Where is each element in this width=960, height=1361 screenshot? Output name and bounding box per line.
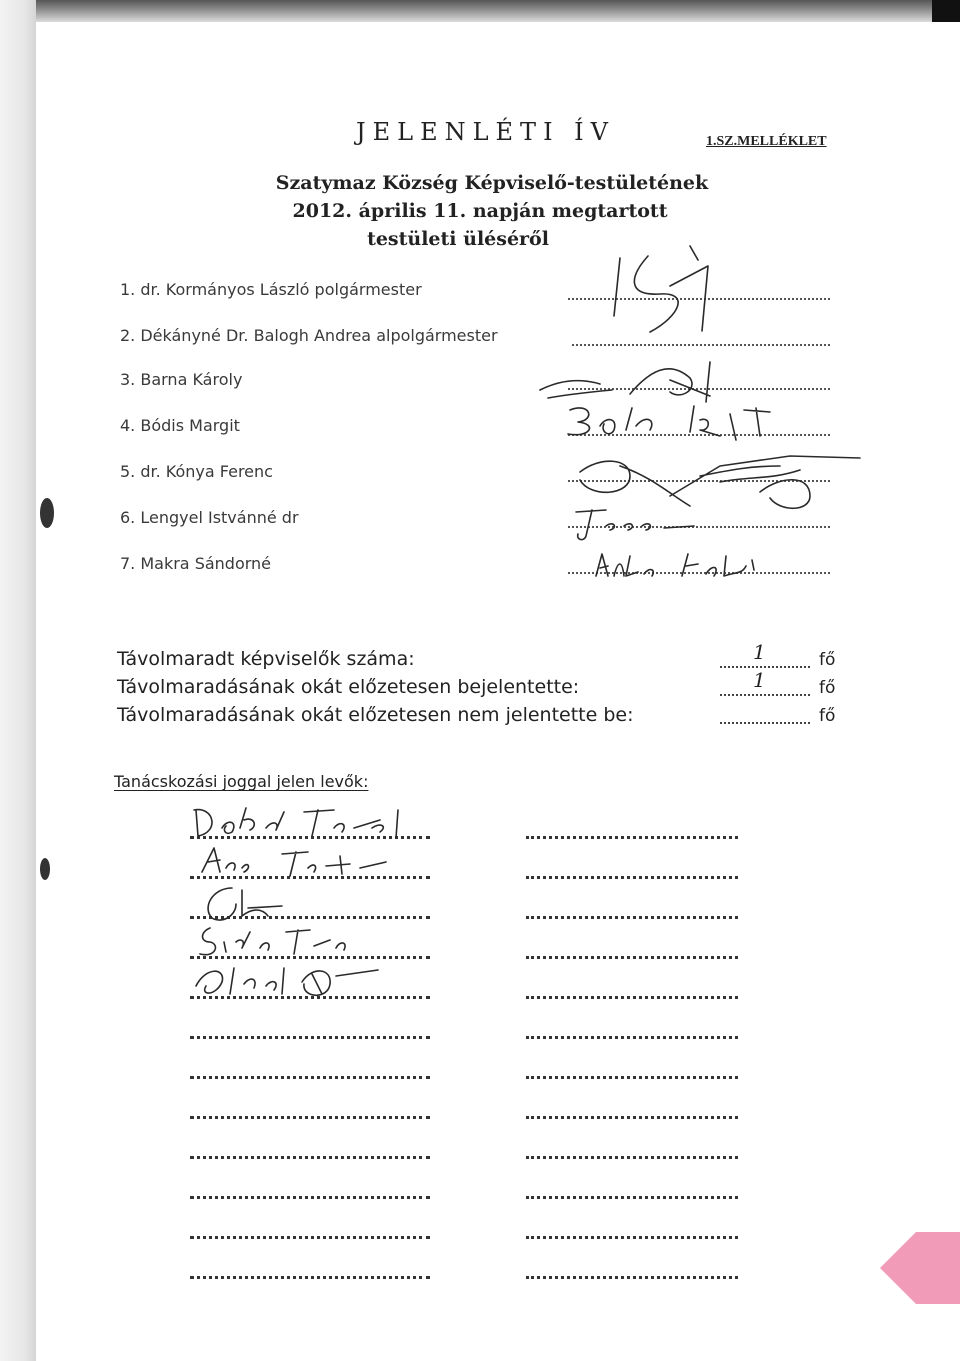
member-name: 5. dr. Kónya Ferenc: [120, 462, 273, 481]
annex-label: 1.SZ.MELLÉKLET: [706, 134, 827, 149]
signature-line: [190, 1236, 430, 1239]
absent-label: Távolmaradásának okát előzetesen bejelentette:: [117, 676, 580, 698]
member-name: 7. Makra Sándorné: [120, 554, 272, 573]
handwritten-signature: [566, 500, 736, 544]
signature-line: [526, 996, 738, 999]
signature-line: [526, 956, 738, 959]
member-name: 1. dr. Kormányos László polgármester: [120, 280, 422, 299]
signature-line: [526, 1236, 738, 1239]
unit-label: fő: [819, 650, 836, 670]
notified-count-row: [117, 668, 837, 704]
member-name: 2. Dékányné Dr. Balogh Andrea alpolgármester: [120, 326, 498, 345]
signature-line: [190, 1196, 430, 1199]
pink-sticky-tab: [880, 1232, 960, 1304]
heading-line-1: Szatymaz Község Képviselő-testületének: [275, 172, 709, 194]
signature-line: [526, 1196, 738, 1199]
absent-count-row: [117, 640, 837, 676]
handwritten-signature: [186, 956, 396, 1002]
handwritten-signature: [590, 236, 740, 346]
count-line: [720, 694, 810, 696]
member-name: 4. Bódis Margit: [120, 416, 240, 435]
not-notified-count-row: [117, 702, 837, 732]
signature-line: [526, 916, 738, 919]
signature-line: [526, 876, 738, 879]
member-name: 3. Barna Károly: [120, 370, 243, 389]
punch-hole-mark: [40, 498, 54, 528]
signature-line: [526, 836, 738, 839]
heading-line-3: testületi üléséről: [367, 228, 549, 250]
signature-line: [526, 1076, 738, 1079]
heading-line-2: 2012. április 11. napján megtartott: [292, 200, 668, 222]
handwritten-signature: [586, 546, 766, 586]
signature-line: [190, 1076, 430, 1079]
signature-line: [526, 1156, 738, 1159]
document-title: JELENLÉTI ÍV: [356, 118, 615, 146]
signature-line: [526, 1036, 738, 1039]
unit-label: fő: [819, 678, 836, 698]
member-name: 6. Lengyel Istvánné dr: [120, 508, 299, 527]
advisory-attendees-title: Tanácskozási joggal jelen levők:: [114, 772, 369, 791]
signature-line: [190, 1036, 430, 1039]
notified-count-value: 1: [753, 668, 766, 692]
scan-left-margin: [0, 0, 36, 1361]
unit-label: fő: [819, 706, 836, 726]
signature-line: [190, 1276, 430, 1279]
signature-line: [190, 1116, 430, 1119]
signature-line: [526, 1116, 738, 1119]
absent-count-value: 1: [753, 640, 766, 664]
punch-hole-mark: [40, 858, 50, 880]
signature-line: [190, 1156, 430, 1159]
absent-label: Távolmaradásának okát előzetesen nem jelentette be:: [117, 704, 634, 726]
absent-label: Távolmaradt képviselők száma:: [117, 648, 415, 670]
count-line: [720, 722, 810, 724]
scan-corner: [932, 0, 960, 22]
scan-top-edge: [0, 0, 960, 22]
signature-line: [526, 1276, 738, 1279]
